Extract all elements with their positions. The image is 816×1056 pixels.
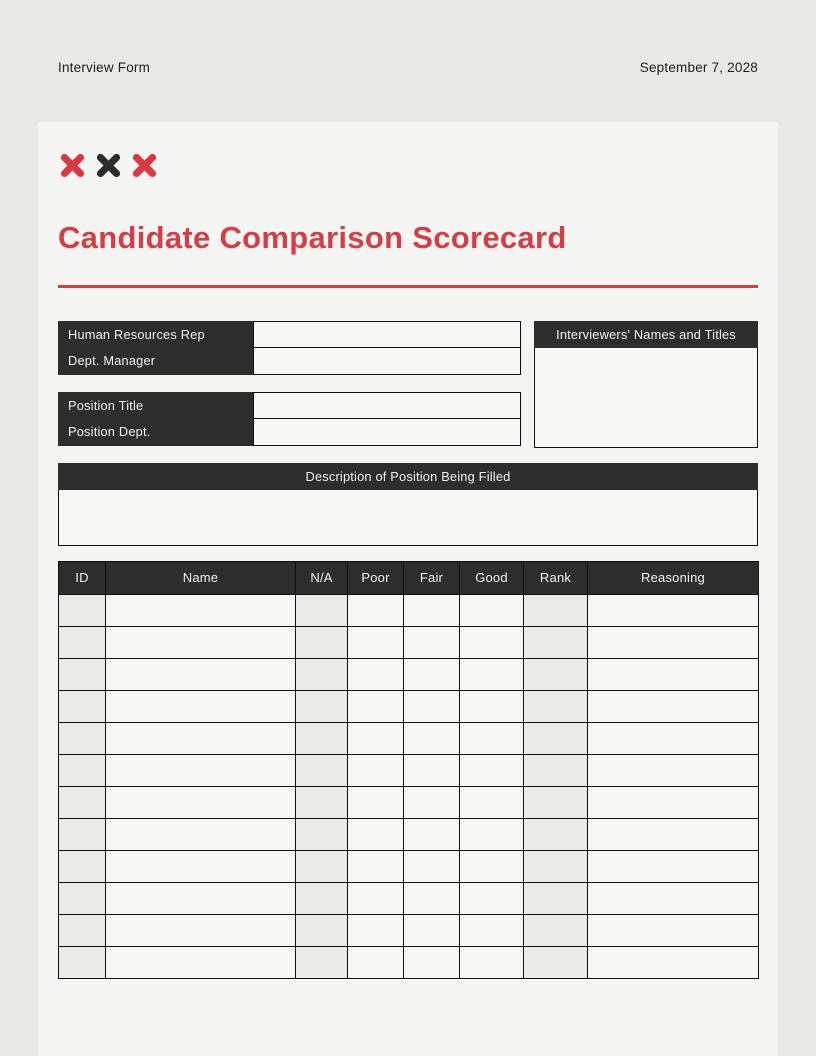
cell-id[interactable]: [59, 882, 106, 914]
cell-name[interactable]: [106, 786, 296, 818]
cell-id[interactable]: [59, 850, 106, 882]
table-row: [59, 818, 759, 850]
cell-name[interactable]: [106, 850, 296, 882]
cell-id[interactable]: [59, 658, 106, 690]
cell-reasoning[interactable]: [588, 626, 759, 658]
description-input[interactable]: [58, 490, 758, 546]
cell-fair[interactable]: [404, 722, 460, 754]
cell-name[interactable]: [106, 658, 296, 690]
position-title-input[interactable]: [253, 392, 521, 420]
field-label: Position Title: [58, 392, 253, 420]
cell-reasoning[interactable]: [588, 658, 759, 690]
cell-good[interactable]: [460, 658, 524, 690]
column-header-rank: Rank: [524, 561, 588, 594]
field-position-dept: [58, 418, 521, 446]
cell-id[interactable]: [59, 722, 106, 754]
interviewers-block: [534, 321, 758, 448]
cell-reasoning[interactable]: [588, 914, 759, 946]
cell-rank[interactable]: [524, 626, 588, 658]
cell-id[interactable]: [59, 754, 106, 786]
cell-poor[interactable]: [348, 690, 404, 722]
cell-rank[interactable]: [524, 818, 588, 850]
column-header-reasoning: Reasoning: [588, 561, 759, 594]
cell-rank[interactable]: [524, 658, 588, 690]
cell-rank[interactable]: [524, 690, 588, 722]
title-divider: [58, 285, 758, 288]
cell-rank[interactable]: [524, 786, 588, 818]
column-header-poor: Poor: [348, 561, 404, 594]
cell-fair[interactable]: [404, 850, 460, 882]
cell-poor[interactable]: [348, 754, 404, 786]
table-row: [59, 914, 759, 946]
cell-rank[interactable]: [524, 914, 588, 946]
cell-fair[interactable]: [404, 690, 460, 722]
cell-good[interactable]: [460, 882, 524, 914]
cell-name[interactable]: [106, 946, 296, 978]
cell-id[interactable]: [59, 594, 106, 626]
document-label: Interview Form: [58, 60, 151, 75]
cell-reasoning[interactable]: [588, 754, 759, 786]
cell-good[interactable]: [460, 690, 524, 722]
cell-fair[interactable]: [404, 658, 460, 690]
cell-poor[interactable]: [348, 594, 404, 626]
dept-manager-input[interactable]: [253, 347, 521, 375]
table-row: [59, 690, 759, 722]
table-row: [59, 786, 759, 818]
cell-poor[interactable]: [348, 882, 404, 914]
cell-rank[interactable]: [524, 754, 588, 786]
cell-name[interactable]: [106, 914, 296, 946]
cell-name[interactable]: [106, 722, 296, 754]
cell-n-a[interactable]: [296, 786, 348, 818]
table-row: [59, 626, 759, 658]
cell-fair[interactable]: [404, 754, 460, 786]
cell-id[interactable]: [59, 690, 106, 722]
cell-name[interactable]: [106, 690, 296, 722]
cell-fair[interactable]: [404, 626, 460, 658]
cell-n-a[interactable]: [296, 882, 348, 914]
cell-poor[interactable]: [348, 946, 404, 978]
cell-name[interactable]: [106, 818, 296, 850]
cell-good[interactable]: [460, 626, 524, 658]
cell-name[interactable]: [106, 882, 296, 914]
table-row: [59, 722, 759, 754]
table-row: [59, 594, 759, 626]
cell-poor[interactable]: [348, 914, 404, 946]
cell-good[interactable]: [460, 594, 524, 626]
table-row: [59, 882, 759, 914]
cell-poor[interactable]: [348, 658, 404, 690]
cell-good[interactable]: [460, 786, 524, 818]
cell-fair[interactable]: [404, 594, 460, 626]
cell-reasoning[interactable]: [588, 690, 759, 722]
cell-fair[interactable]: [404, 786, 460, 818]
cell-id[interactable]: [59, 626, 106, 658]
table-row: [59, 850, 759, 882]
cell-reasoning[interactable]: [588, 594, 759, 626]
page-header: [58, 60, 758, 75]
description-header: Description of Position Being Filled: [58, 463, 758, 490]
cell-id[interactable]: [59, 914, 106, 946]
cell-poor[interactable]: [348, 786, 404, 818]
cell-n-a[interactable]: [296, 754, 348, 786]
field-label: Position Dept.: [58, 418, 253, 446]
cell-reasoning[interactable]: [588, 722, 759, 754]
x-icon: [94, 150, 123, 180]
interviewers-input[interactable]: [534, 348, 758, 448]
cell-good[interactable]: [460, 754, 524, 786]
cell-id[interactable]: [59, 818, 106, 850]
table-header-row: [59, 561, 759, 594]
cell-good[interactable]: [460, 818, 524, 850]
hr-rep-input[interactable]: [253, 321, 521, 349]
cell-fair[interactable]: [404, 946, 460, 978]
cell-n-a[interactable]: [296, 914, 348, 946]
cell-fair[interactable]: [404, 818, 460, 850]
document-date: September 7, 2028: [639, 60, 758, 75]
decor-icons: [58, 150, 758, 180]
form-section: [58, 321, 758, 448]
cell-poor[interactable]: [348, 626, 404, 658]
cell-reasoning[interactable]: [588, 946, 759, 978]
cell-n-a[interactable]: [296, 850, 348, 882]
field-label: Human Resources Rep: [58, 321, 253, 349]
cell-n-a[interactable]: [296, 946, 348, 978]
cell-name[interactable]: [106, 754, 296, 786]
column-header-fair: Fair: [404, 561, 460, 594]
score-table-body: [59, 594, 759, 978]
cell-n-a[interactable]: [296, 722, 348, 754]
cell-good[interactable]: [460, 914, 524, 946]
cell-rank[interactable]: [524, 882, 588, 914]
table-row: [59, 946, 759, 978]
cell-reasoning[interactable]: [588, 850, 759, 882]
cell-good[interactable]: [460, 850, 524, 882]
cell-name[interactable]: [106, 626, 296, 658]
cell-id[interactable]: [59, 786, 106, 818]
cell-id[interactable]: [59, 946, 106, 978]
description-block: [58, 463, 758, 546]
cell-rank[interactable]: [524, 946, 588, 978]
cell-n-a[interactable]: [296, 818, 348, 850]
cell-name[interactable]: [106, 594, 296, 626]
cell-n-a[interactable]: [296, 690, 348, 722]
cell-n-a[interactable]: [296, 626, 348, 658]
cell-reasoning[interactable]: [588, 882, 759, 914]
column-header-id: ID: [59, 561, 106, 594]
page-title: Candidate Comparison Scorecard: [58, 220, 567, 255]
cell-fair[interactable]: [404, 882, 460, 914]
comparison-table: [58, 561, 759, 979]
x-icon: [130, 150, 159, 180]
field-group-gap: [58, 375, 521, 392]
position-dept-input[interactable]: [253, 418, 521, 446]
cell-n-a[interactable]: [296, 658, 348, 690]
cell-reasoning[interactable]: [588, 786, 759, 818]
cell-good[interactable]: [460, 722, 524, 754]
form-left-column: [58, 321, 521, 448]
cell-good[interactable]: [460, 946, 524, 978]
field-label: Dept. Manager: [58, 347, 253, 375]
cell-poor[interactable]: [348, 850, 404, 882]
field-hr-rep: [58, 321, 521, 349]
cell-poor[interactable]: [348, 722, 404, 754]
column-header-good: Good: [460, 561, 524, 594]
column-header-na: N/A: [296, 561, 348, 594]
cell-n-a[interactable]: [296, 594, 348, 626]
field-dept-manager: [58, 347, 521, 375]
table-row: [59, 658, 759, 690]
cell-rank[interactable]: [524, 850, 588, 882]
scorecard-page: [38, 122, 778, 1056]
x-icon: [58, 150, 87, 180]
cell-poor[interactable]: [348, 818, 404, 850]
cell-rank[interactable]: [524, 722, 588, 754]
cell-rank[interactable]: [524, 594, 588, 626]
table-row: [59, 754, 759, 786]
cell-fair[interactable]: [404, 914, 460, 946]
field-position-title: [58, 392, 521, 420]
cell-reasoning[interactable]: [588, 818, 759, 850]
interviewers-header: Interviewers' Names and Titles: [534, 321, 758, 348]
column-header-name: Name: [106, 561, 296, 594]
